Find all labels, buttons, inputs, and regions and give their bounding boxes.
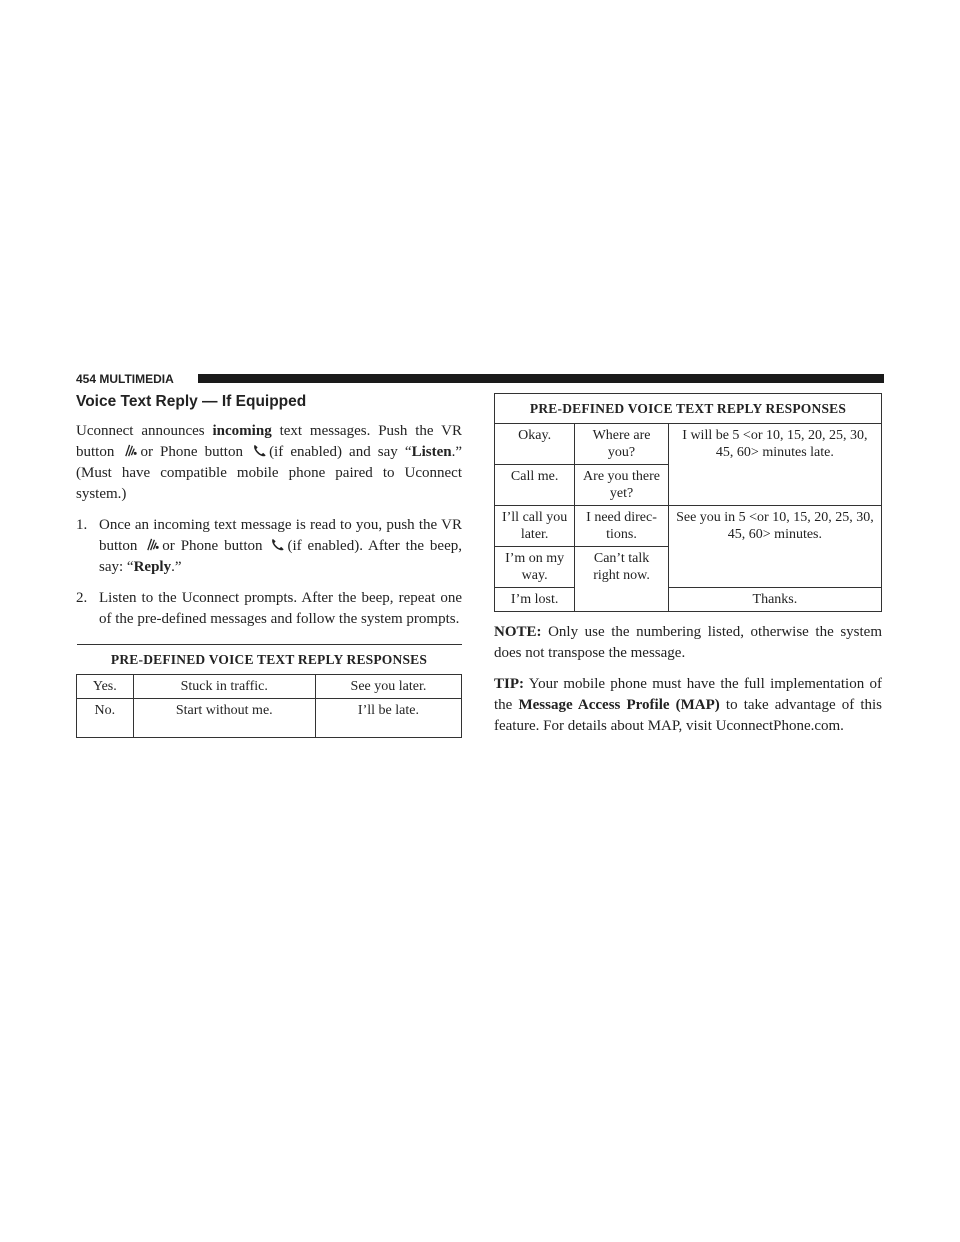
intro-paragraph: Uconnect announces incoming text messages. Push the VR button or Phone button (if enabled) and say “Listen.” (Must have compatible mobile phone paired to Uconnect system.) [76,423,462,502]
table-row [77,699,462,738]
voice-recognition-icon [123,443,138,458]
table-row [495,424,882,465]
voice-recognition-icon [145,537,160,552]
table-cell: I’m on my way. [495,547,575,588]
list-item: 2. Listen to the Uconnect prompts. After the beep, repeat one of the pre-defined messages and follow the system prompts. [76,590,462,627]
table-row [495,588,882,612]
header-rule [198,374,884,383]
table-cell: See you later. [315,675,461,699]
table-cell: Start without me. [133,699,315,738]
page-header-label: 454 MULTIMEDIA [76,372,174,386]
responses-table-left [76,644,462,738]
tip-paragraph: TIP: Your mobile phone must have the full implementation of the Message Access Profile (MAP) to take advantage of this feature. For details about MAP, visit UconnectPhone.com. [494,676,883,734]
table-cell: Call me. [495,465,575,506]
left-column [76,393,462,748]
table-cell: I’ll call you later. [495,506,575,547]
page-header [76,370,884,388]
table-cell: Thanks. [668,588,881,612]
table-cell: Are you there yet? [575,465,669,506]
table-cell: No. [77,699,134,738]
table-title: PRE-DEFINED VOICE TEXT REPLY RESPONSES [495,394,882,424]
table-cell: I’m lost. [495,588,575,612]
table-cell: I need direc-tions. [575,506,669,547]
table-cell: Okay. [495,424,575,465]
step-list [76,515,462,630]
table-cell: Where are you? [575,424,669,465]
table-cell: Yes. [77,675,134,699]
phone-icon [270,537,285,552]
right-column [494,393,882,747]
table-cell: Can’t talk right now. [575,547,669,612]
table-cell: I’ll be late. [315,699,461,738]
table-cell: I will be 5 <or 10, 15, 20, 25, 30, 45, 60> minutes late. [668,424,881,506]
table-row [77,675,462,699]
list-item: 1. Once an incoming text message is read to you, push the VR button or Phone button (if enabled). After the beep, say: “Reply.” [76,517,462,575]
table-cell: See you in 5 <or 10, 15, 20, 25, 30, 45, 60> minutes. [668,506,881,588]
table-row [495,506,882,547]
section-title: Voice Text Reply — If Equipped [76,393,307,410]
table-title: PRE-DEFINED VOICE TEXT REPLY RESPONSES [77,645,462,675]
table-cell: Stuck in traffic. [133,675,315,699]
phone-icon [252,443,267,458]
responses-table-right [494,393,882,612]
note-paragraph: NOTE: Only use the numbering listed, otherwise the system does not transpose the message. [494,624,882,661]
